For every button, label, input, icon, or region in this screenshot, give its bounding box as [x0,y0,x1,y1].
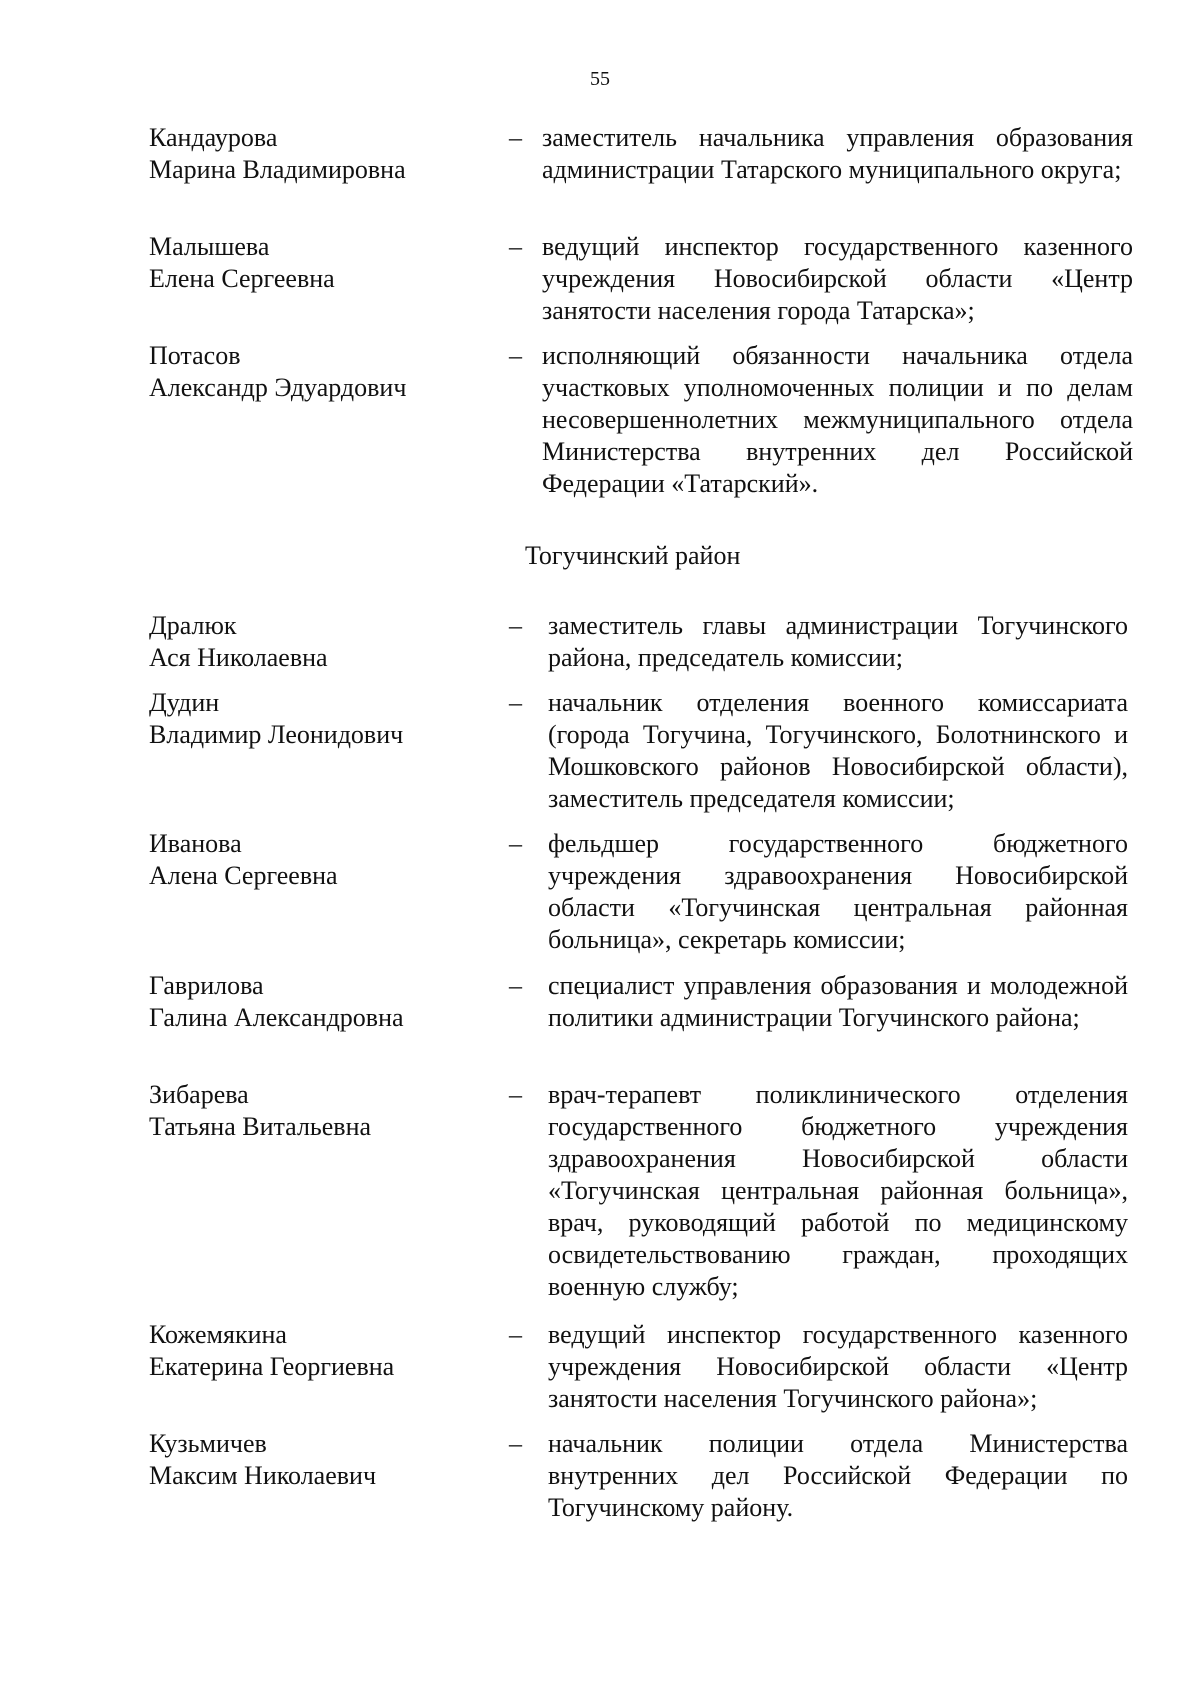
member-surname: Зибарева [149,1080,249,1109]
dash-separator: – [509,341,522,370]
dash-separator: – [509,688,522,717]
page-number: 55 [590,68,610,90]
member-surname: Кандаурова [149,123,278,152]
dash-separator: – [509,971,522,1000]
member-position: фельдшер государственного бюджетного учреждения здравоохранения Новосибирской области «Тогучинская центральная районная больница», секретарь комиссии; [548,829,1128,954]
dash-separator: – [509,123,522,152]
dash-separator: – [509,829,522,858]
member-name [149,970,479,1034]
member-name [149,122,479,186]
member-name [149,340,479,404]
member-name [149,1319,479,1383]
member-surname: Гаврилова [149,971,264,1000]
member-position: начальник отделения военного комиссариата (города Тогучина, Тогучинского, Болотнинского и Мошковского районов Новосибирской области), заместитель председателя комиссии; [548,688,1128,813]
member-name [149,1079,479,1143]
member-name [149,610,479,674]
member-name [149,231,479,295]
member-given-names: Владимир Леонидович [149,720,404,749]
member-given-names: Елена Сергеевна [149,264,335,293]
dash-separator: – [509,611,522,640]
member-position: ведущий инспектор государственного казенного учреждения Новосибирской области «Центр занятости населения города Татарска»; [542,232,1133,325]
dash-separator: – [509,1080,522,1109]
member-given-names: Марина Владимировна [149,155,406,184]
member-position: ведущий инспектор государственного казенного учреждения Новосибирской области «Центр занятости населения Тогучинского района»; [548,1320,1128,1413]
member-name [149,687,479,751]
member-given-names: Екатерина Георгиевна [149,1352,395,1381]
member-name [149,828,479,892]
section-title: Тогучинский район [525,541,741,570]
member-given-names: Алена Сергеевна [149,861,338,890]
member-position: заместитель начальника управления образования администрации Татарского муниципального округа; [542,123,1133,184]
member-surname: Кузьмичев [149,1429,267,1458]
member-position: исполняющий обязанности начальника отдела участковых уполномоченных полиции и по делам несовершеннолетних межмуниципального отдела Министерства внутренних дел Российской Федерации «Татарский». [542,341,1133,498]
member-given-names: Максим Николаевич [149,1461,377,1490]
member-position: начальник полиции отдела Министерства внутренних дел Российской Федерации по Тогучинскому району. [548,1429,1128,1522]
member-surname: Дралюк [149,611,237,640]
member-surname: Малышева [149,232,270,261]
dash-separator: – [509,232,522,261]
member-name [149,1428,479,1492]
member-surname: Потасов [149,341,241,370]
member-surname: Иванова [149,829,242,858]
member-surname: Дудин [149,688,220,717]
member-given-names: Александр Эдуардович [149,373,407,402]
member-given-names: Татьяна Витальевна [149,1112,372,1141]
dash-separator: – [509,1320,522,1349]
member-surname: Кожемякина [149,1320,287,1349]
member-position: заместитель главы администрации Тогучинского района, председатель комиссии; [548,611,1128,672]
dash-separator: – [509,1429,522,1458]
member-given-names: Ася Николаевна [149,643,328,672]
member-given-names: Галина Александровна [149,1003,404,1032]
member-position: специалист управления образования и молодежной политики администрации Тогучинского района; [548,971,1128,1032]
member-position: врач-терапевт поликлинического отделения государственного бюджетного учреждения здравоохранения Новосибирской области «Тогучинская центральная районная больница», врач, руководящий работой по медицинскому освидетельствованию граждан, проходящих военную службу; [548,1080,1128,1301]
